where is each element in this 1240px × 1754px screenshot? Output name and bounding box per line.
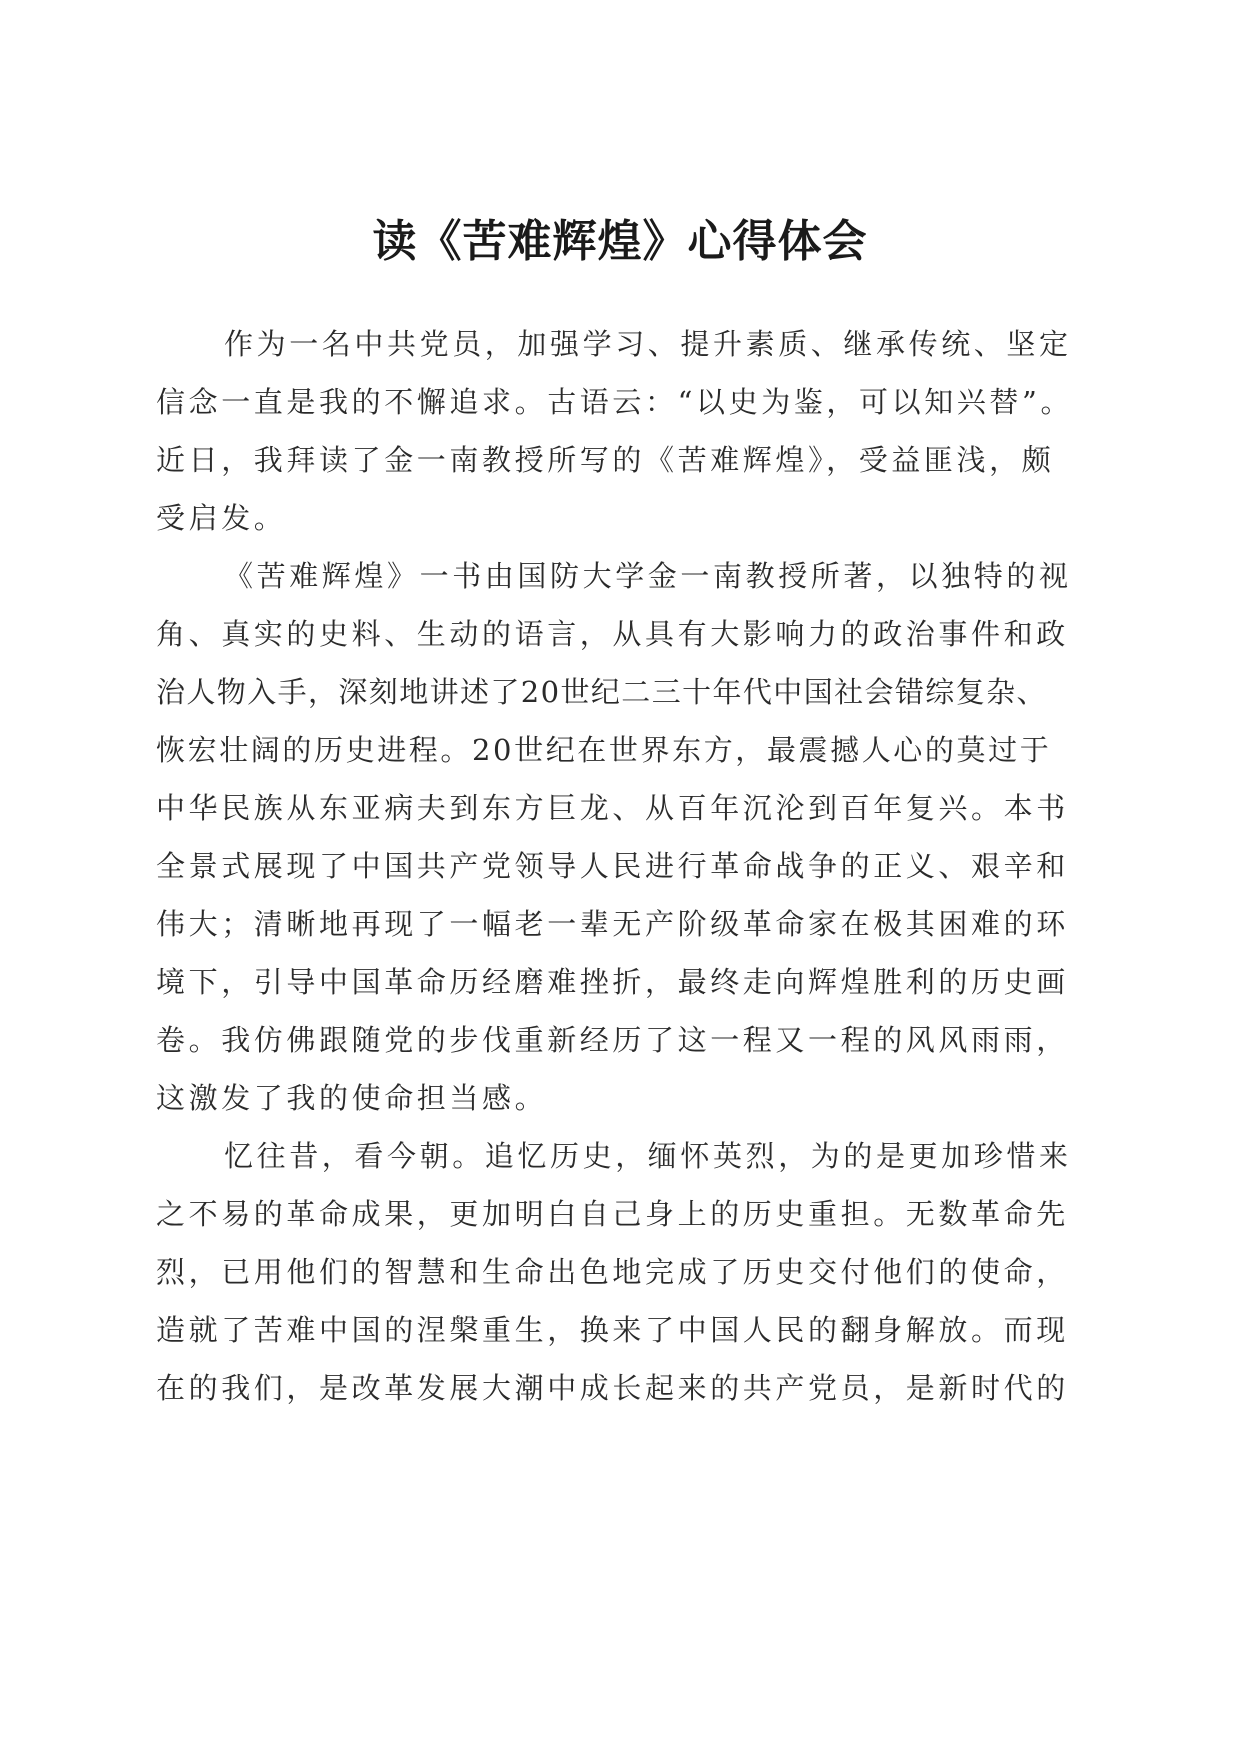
text-line: 《苦难辉煌》一书由国防大学金一南教授所著，以独特的视 — [224, 559, 1072, 593]
text-line: 忆往昔，看今朝。追忆历史，缅怀英烈，为的是更加珍惜来 — [224, 1139, 1072, 1173]
text-line: 中华民族从东亚病夫到东方巨龙、从百年沉沦到百年复兴。本书 — [156, 791, 1069, 825]
text-line: 伟大；清晰地再现了一幅老一辈无产阶级革命家在极其困难的环 — [156, 907, 1069, 941]
text-line: 这激发了我的使命担当感。 — [156, 1081, 548, 1115]
text-line: 受启发。 — [156, 501, 287, 535]
text-line: 烈，已用他们的智慧和生命出色地完成了历史交付他们的使命， — [156, 1255, 1069, 1289]
text-line: 恢宏壮阔的历史进程。20世纪在世界东方，最震撼人心的莫过于 — [156, 733, 1052, 767]
text-line: 信念一直是我的不懈追求。古语云：“以史为鉴，可以知兴替”。 — [156, 385, 1074, 419]
document-title: 读《苦难辉煌》心得体会 — [372, 216, 868, 267]
text-line: 之不易的革命成果，更加明白自己身上的历史重担。无数革命先 — [156, 1197, 1069, 1231]
text-line: 全景式展现了中国共产党领导人民进行革命战争的正义、艰辛和 — [156, 849, 1069, 883]
text-line: 在的我们，是改革发展大潮中成长起来的共产党员，是新时代的 — [156, 1371, 1069, 1405]
document-body — [156, 315, 1116, 1417]
text-line: 卷。我仿佛跟随党的步伐重新经历了这一程又一程的风风雨雨， — [156, 1023, 1069, 1057]
text-line: 治人物入手，深刻地讲述了20世纪二三十年代中国社会错综复杂、 — [156, 675, 1047, 709]
text-line: 作为一名中共党员，加强学习、提升素质、继承传统、坚定 — [224, 327, 1072, 361]
text-line: 近日，我拜读了金一南教授所写的《苦难辉煌》，受益匪浅，颇 — [156, 443, 1055, 477]
text-line: 造就了苦难中国的涅槃重生，换来了中国人民的翻身解放。而现 — [156, 1313, 1069, 1347]
text-line: 角、真实的史料、生动的语言，从具有大影响力的政治事件和政 — [156, 617, 1069, 651]
text-line: 境下，引导中国革命历经磨难挫折，最终走向辉煌胜利的历史画 — [156, 965, 1069, 999]
